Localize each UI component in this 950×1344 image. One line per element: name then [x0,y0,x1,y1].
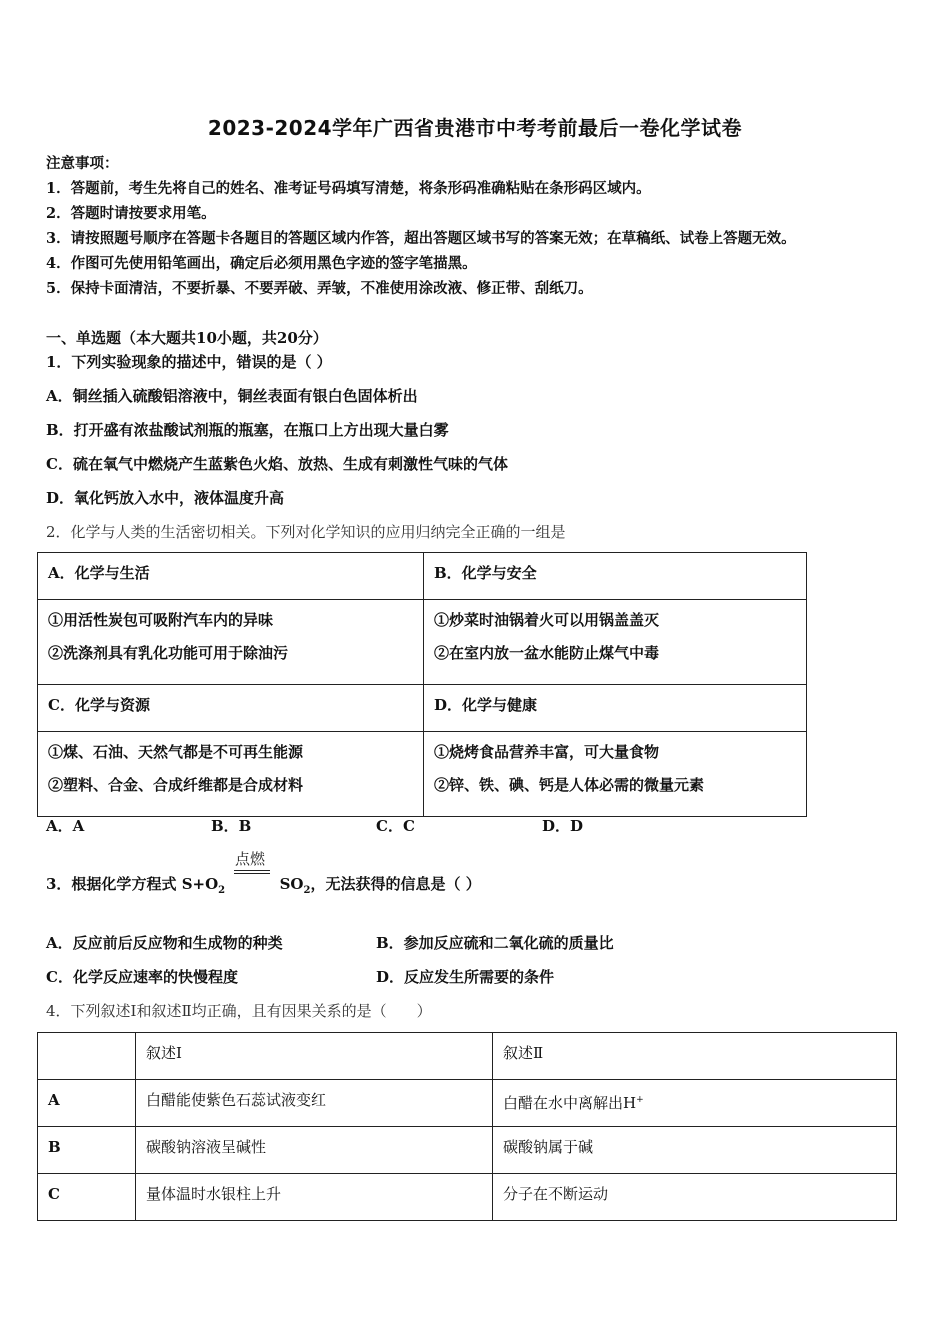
notice-item: 3．请按照题号顺序在答题卡各题目的答题区域内作答，超出答题区域书写的答案无效；在草稿纸、试卷上答题无效。 [46,230,796,247]
q4-row-s1: 碳酸钠溶液呈碱性 [136,1127,493,1174]
q2-c-item: ①煤、石油、天然气都是不可再生能源 [48,743,304,761]
q3-option-b[interactable]: B．参加反应硫和二氧化硫的质量比 [376,934,614,952]
q2-a-item: ②洗涤剂具有乳化功能可用于除油污 [48,644,289,662]
q1-option-a[interactable]: A．铜丝插入硫酸铝溶液中，铜丝表面有银白色固体析出 [46,387,418,405]
q2-table [37,552,807,817]
question-1-stem: 1．下列实验现象的描述中，错误的是（ ） [46,353,332,371]
question-2-stem: 2．化学与人类的生活密切相关。下列对化学知识的应用归纳完全正确的一组是 [46,523,566,541]
q3-option-a[interactable]: A．反应前后反应物和生成物的种类 [46,934,283,952]
q2-cell-d-head: D．化学与健康 [424,685,807,732]
q3-option-d[interactable]: D．反应发生所需要的条件 [376,968,555,986]
q4-header-empty [38,1033,136,1080]
q2-b-item: ①炒菜时油锅着火可以用锅盖盖灭 [434,611,660,629]
q1-option-b[interactable]: B．打开盛有浓盐酸试剂瓶的瓶塞，在瓶口上方出现大量白雾 [46,421,449,439]
notice-item: 1．答题前，考生先将自己的姓名、准考证号码填写清楚，将条形码准确粘贴在条形码区域内。 [46,180,651,197]
q4-row-s2: 分子在不断运动 [493,1174,897,1221]
q4-row-s1: 白醋能使紫色石蕊试液变红 [136,1080,493,1127]
q2-d-item: ①烧烤食品营养丰富，可大量食物 [434,743,660,761]
q2-cell-a-head: A．化学与生活 [38,553,424,600]
q4-table [37,1032,897,1221]
q2-cell-b-body [424,600,807,685]
q2-option-d[interactable]: D．D [542,817,584,835]
q4-header-col2: 叙述Ⅱ [493,1033,897,1080]
q3-stem-prefix: 3．根据化学方程式 [46,875,177,893]
q4-row-s1: 量体温时水银柱上升 [136,1174,493,1221]
q1-option-d[interactable]: D．氧化钙放入水中，液体温度升高 [46,489,285,507]
notice-heading: 注意事项： [46,155,119,172]
q3-option-c[interactable]: C．化学反应速率的快慢程度 [46,968,238,986]
q3-product: $SO_2$ [279,875,311,896]
q2-option-a[interactable]: A．A [46,817,85,835]
notice-item: 4．作图可先使用铅笔画出，确定后必须用黑色字迹的签字笔描黑。 [46,255,477,272]
q2-cell-b-head: B．化学与安全 [424,553,807,600]
q2-b-item: ②在室内放一盆水能防止煤气中毒 [434,644,660,662]
q2-a-item: ①用活性炭包可吸附汽车内的异味 [48,611,274,629]
q4-row-s2: 碳酸钠属于碱 [493,1127,897,1174]
q4-row-s2: 白醋在水中离解出H+ [493,1080,897,1127]
reaction-condition [232,848,274,888]
q3-stem-suffix: ，无法获得的信息是（ ） [310,875,481,893]
q1-option-c[interactable]: C．硫在氧气中燃烧产生蓝紫色火焰、放热、生成有刺激性气味的气体 [46,455,508,473]
page-title: 2023-2024学年广西省贵港市中考考前最后一卷化学试卷 [207,116,743,140]
q4-row-label[interactable]: A [38,1080,136,1127]
q3-reactants: $S+O_2$ [181,875,226,896]
notice-item: 2．答题时请按要求用笔。 [46,205,216,222]
q2-cell-c-body [38,732,424,817]
q2-option-c[interactable]: C．C [376,817,415,835]
equal-sign-line [234,873,270,874]
q2-option-b[interactable]: B．B [211,817,252,835]
q2-cell-c-head: C．化学与资源 [38,685,424,732]
q2-d-item: ②锌、铁、碘、钙是人体必需的微量元素 [434,776,705,794]
q4-row-label[interactable]: B [38,1127,136,1174]
q2-c-item: ②塑料、合金、合成纤维都是合成材料 [48,776,304,794]
reaction-condition-label: 点燃 [235,850,266,868]
question-4-stem: 4．下列叙述Ⅰ和叙述Ⅱ均正确，且有因果关系的是（ ） [46,1002,432,1020]
q4-row-label[interactable]: C [38,1174,136,1221]
q4-header-col1: 叙述Ⅰ [136,1033,493,1080]
section-heading: 一、单选题（本大题共10小题，共20分） [46,329,328,347]
q2-cell-d-body [424,732,807,817]
q2-cell-a-body [38,600,424,685]
notice-item: 5．保持卡面清洁，不要折暴、不要弄破、弄皱，不准使用涂改液、修正带、刮纸刀。 [46,280,593,297]
equal-sign-line [234,870,270,871]
